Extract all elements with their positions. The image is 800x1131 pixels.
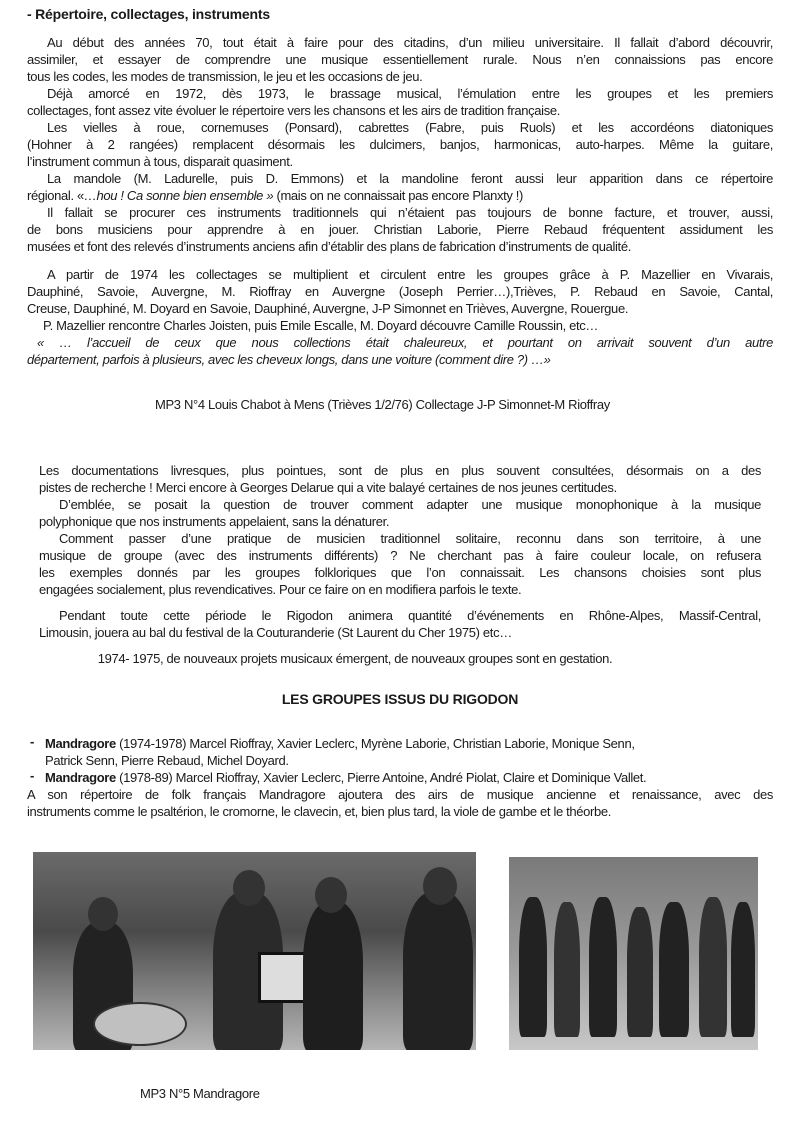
quote-line: département, parfois à plusieurs, avec les cheveux longs, dans une voiture (comment dire ?) …» <box>27 352 551 367</box>
paragraph-line: collectages, font assez vite évoluer le répertoire vers les chansons et les airs de tradition française. <box>27 103 560 118</box>
text: (mais on ne connaissait pas encore Planxty !) <box>273 188 524 203</box>
group-item <box>27 769 773 786</box>
paragraph-line: P. Mazellier rencontre Charles Joisten, puis Emile Escalle, M. Doyard découvre Camille Roussin, etc… <box>43 318 599 333</box>
groups-list <box>27 735 773 820</box>
photo-mandragore-group <box>509 857 758 1050</box>
paragraph-line <box>27 187 773 204</box>
section-heading: - Répertoire, collectages, instruments <box>27 6 270 22</box>
paragraph-line: Dauphiné, Savoie, Auvergne, M. Rioffray en Auvergne (Joseph Perrier…),Trièves, P. Rebaud en Savoie, Cantal, <box>27 284 773 299</box>
group-line <box>45 769 773 786</box>
paragraph-line: de bons musiciens pour apprendre à en jouer. Christian Laborie, Pierre Rebaud fréquentent assidument les <box>27 222 773 237</box>
groups-heading: LES GROUPES ISSUS DU RIGODON <box>281 691 519 707</box>
group-line: Patrick Senn, Pierre Rebaud, Michel Doyard. <box>45 753 289 768</box>
paragraph-line: les exemples donnés par les groupes folkloriques que l’on connaissait. Les chansons choisies sont plus <box>39 565 761 580</box>
accordion <box>258 952 309 1003</box>
paragraph-line: Limousin, jouera au bal du festival de la Couturanderie (St Laurent du Cher 1975) etc… <box>39 625 512 640</box>
paragraph-line: Les vielles à roue, cornemuses (Ponsard), cabrettes (Fabre, puis Ruols) et les accordéons diatoniques <box>47 120 773 135</box>
paragraph-line: Déjà amorcé en 1972, dès 1973, le brassage musical, l’émulation entre les groupes et les premiers <box>47 86 773 101</box>
group-name: Mandragore <box>45 770 116 785</box>
paragraph-line: A partir de 1974 les collectages se multiplient et circulent entre les groupes grâce à P. Mazellier en Vivarais, <box>47 267 773 282</box>
paragraph-line: A son répertoire de folk français Mandragore ajoutera des airs de musique ancienne et renaissance, avec des <box>27 787 773 802</box>
paragraph-line: engagées socialement, plus revendicatives. Pour ce faire on en modifiera parfois le texte. <box>39 582 522 597</box>
group-name: Mandragore <box>45 736 116 751</box>
list-dash: - <box>30 768 34 783</box>
photo-mandragore-concert <box>33 852 476 1050</box>
mp3-5-link[interactable]: MP3 N°5 Mandragore <box>140 1086 260 1101</box>
paragraph-line: (Hohner à 2 rangées) remplacent désormais les dulcimers, banjos, harmonicas, auto-harpes. Même la guitare, <box>27 137 773 152</box>
section-collectages <box>27 266 773 368</box>
hurdy-gurdy <box>93 1002 187 1046</box>
quote-line: « … l’accueil de ceux que nous collections était chaleureux, et pourtant on arrivait souvent d’un autre <box>37 335 773 350</box>
paragraph-line: instruments comme le psaltérion, le cromorne, le clavecin, et, bien plus tard, la viole de gambe et le théorbe. <box>27 804 612 819</box>
section-repertoire <box>27 6 773 255</box>
group-item <box>27 735 773 769</box>
group-line <box>45 735 773 752</box>
list-dash: - <box>30 734 34 749</box>
paragraph-line: pistes de recherche ! Merci encore à Georges Delarue qui a vite balayé certaines de nos jeunes certitudes. <box>39 480 617 495</box>
paragraph-line: Comment passer d’une pratique de musicien traditionnel solitaire, reconnu dans son territoire, à une <box>59 531 761 546</box>
group-members: (1974-1978) Marcel Rioffray, Xavier Leclerc, Myrène Laborie, Christian Laborie, Monique Senn, <box>115 736 635 751</box>
paragraph-line: Il fallait se procurer ces instruments traditionnels qui n’étaient pas toujours de bonne facture, et trouver, aussi, <box>47 205 773 220</box>
mp3-4-link[interactable]: MP3 N°4 Louis Chabot à Mens (Trièves 1/2/76) Collectage J-P Simonnet-M Rioffray <box>155 397 610 412</box>
paragraph-line: assimiler, et essayer de comprendre une musique essentiellement rurale. Nous n’en connaissions pas encore <box>27 52 773 67</box>
paragraph-line: musées et font des relevés d’instruments anciens afin d’établir des plans de fabrication d’instruments de qualité. <box>27 239 631 254</box>
paragraph-line: l’instrument commun à tous, disparait quasiment. <box>27 154 293 169</box>
paragraph-line: tous les codes, les modes de transmission, le jeu et les occasions de jeu. <box>27 69 423 84</box>
group-members: (1978-89) Marcel Rioffray, Xavier Leclerc, Pierre Antoine, André Piolat, Claire et Dominique Vallet. <box>115 770 647 785</box>
text: régional. « <box>27 188 84 203</box>
projects-line: 1974- 1975, de nouveaux projets musicaux émergent, de nouveaux groupes sont en gestation. <box>97 651 613 666</box>
paragraph-line: polyphonique que nos instruments appelaient, sans la dénaturer. <box>39 514 390 529</box>
paragraph-line: Les documentations livresques, plus pointues, sont de plus en plus souvent consultées, désormais on a des <box>39 463 761 478</box>
paragraph-line: Pendant toute cette période le Rigodon animera quantité d’événements en Rhône-Alpes, Massif-Central, <box>59 608 761 623</box>
section-documentation <box>39 462 761 641</box>
quote: …hou ! Ca sonne bien ensemble » <box>83 188 274 203</box>
paragraph-line: Au début des années 70, tout était à faire pour des citadins, d’un milieu universitaire. Il fallait d’abord découvrir, <box>47 35 773 50</box>
paragraph-line: D’emblée, se posait la question de trouver comment adapter une musique monophonique à la musique <box>59 497 761 512</box>
paragraph-line: La mandole (M. Ladurelle, puis D. Emmons) et la mandoline feront aussi leur apparition dans ce répertoire <box>47 171 773 186</box>
paragraph-line: Creuse, Dauphiné, M. Doyard en Savoie, Dauphiné, Auvergne, J-P Simonnet en Trièves, Auvergne, Rouergue. <box>27 301 629 316</box>
paragraph-line: musique de groupe (avec des instruments différents) ? Ne cherchant pas à faire couleur locale, on refusera <box>39 548 761 563</box>
